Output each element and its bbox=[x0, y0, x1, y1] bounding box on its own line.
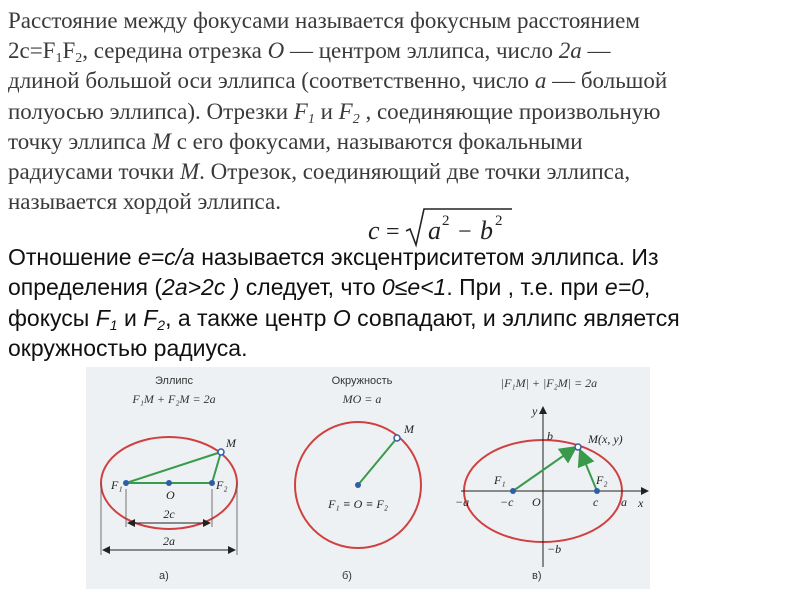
point-m bbox=[575, 444, 581, 450]
label-center: F₁ ≡ O ≡ F₂ bbox=[328, 497, 388, 511]
text: F bbox=[62, 38, 76, 64]
label-f1: F₁ bbox=[494, 473, 506, 487]
focal-radius-f1 bbox=[126, 452, 221, 483]
text-line bbox=[8, 272, 798, 302]
text: длиной большой оси эллипса (соответственно, число bbox=[8, 68, 535, 94]
text: , а также центр bbox=[165, 304, 333, 331]
variable: e=0 bbox=[604, 274, 644, 301]
text: точку эллипса bbox=[8, 128, 152, 154]
variable: F bbox=[293, 98, 308, 124]
panel-b-title: Окружность bbox=[331, 375, 393, 387]
variable: F bbox=[95, 304, 110, 331]
formula-a: a bbox=[428, 216, 441, 245]
focus-f2-point bbox=[594, 488, 600, 494]
text-line bbox=[8, 157, 798, 187]
focus-f2-point bbox=[209, 480, 215, 486]
panel-a bbox=[101, 375, 237, 582]
text: — большой bbox=[546, 68, 668, 94]
text: , соединяющие произвольную bbox=[359, 98, 661, 124]
figure-svg bbox=[86, 367, 650, 589]
text: радиусами точки bbox=[8, 159, 180, 185]
subscript: 1 bbox=[307, 111, 315, 127]
panel-a-title: Эллипс bbox=[155, 375, 193, 387]
panel-c-caption: в) bbox=[532, 570, 542, 582]
label-o: O bbox=[532, 495, 541, 509]
radius-segment bbox=[358, 438, 397, 485]
subscript: 2 bbox=[157, 316, 166, 333]
text-line bbox=[8, 127, 798, 157]
variable: M bbox=[179, 159, 200, 185]
panel-b-equation: MO = a bbox=[342, 392, 382, 406]
label-c: c bbox=[593, 495, 599, 509]
variable: 2a bbox=[558, 38, 582, 64]
focal-radius-f2 bbox=[580, 450, 597, 491]
label-m: M(x, y) bbox=[588, 432, 623, 446]
formula-b: b bbox=[480, 216, 493, 245]
label-f2: F₂ bbox=[596, 473, 608, 487]
formula-c: c bbox=[368, 216, 380, 245]
formula-b-exp: 2 bbox=[495, 213, 503, 229]
definition-paragraph bbox=[8, 6, 798, 217]
formula-a-exp: 2 bbox=[442, 213, 450, 229]
formula-equals: = bbox=[386, 219, 400, 245]
text: с его фокусами, называются фокальными bbox=[170, 128, 583, 154]
text: , bbox=[643, 274, 651, 301]
label-neg-c: −c bbox=[500, 495, 514, 509]
variable: e=c/a bbox=[137, 244, 195, 270]
label-m: M bbox=[404, 422, 414, 436]
panel-a-caption: а) bbox=[159, 570, 169, 582]
variable: F bbox=[143, 304, 158, 331]
text: Отношение bbox=[8, 244, 138, 270]
label-o: O bbox=[166, 488, 175, 502]
center-point bbox=[355, 482, 361, 488]
formula-minus: − bbox=[458, 219, 472, 245]
text: называется эксцентриситетом эллипса. Из bbox=[194, 244, 659, 270]
focus-f1-point bbox=[123, 480, 129, 486]
label-x: x bbox=[638, 496, 644, 510]
text-line bbox=[8, 97, 798, 127]
subscript: 2 bbox=[75, 51, 83, 67]
text: полуосью эллипса). Отрезки bbox=[8, 98, 294, 124]
text-line bbox=[8, 333, 798, 363]
text: Расстояние между фокусами называется фокусным расстоянием bbox=[8, 8, 640, 33]
label-y: y bbox=[532, 404, 538, 418]
label-b: b bbox=[547, 429, 553, 443]
text-line bbox=[8, 36, 798, 66]
panel-c bbox=[455, 376, 648, 582]
ellipse-figure bbox=[86, 367, 650, 589]
text: называется хордой эллипса. bbox=[8, 189, 281, 215]
text: . Отрезок, соединяющий две точки эллипса, bbox=[199, 159, 631, 185]
variable: a bbox=[534, 68, 547, 94]
center-point bbox=[166, 480, 172, 486]
text: . При , т.е. при bbox=[446, 274, 605, 301]
variable: F bbox=[338, 98, 353, 124]
focal-radius-f1 bbox=[513, 447, 576, 491]
text: фокусы bbox=[8, 304, 96, 331]
text: совпадают, и эллипс является bbox=[350, 304, 680, 331]
eccentricity-paragraph bbox=[8, 242, 798, 363]
focus-f1-point bbox=[510, 488, 516, 494]
label-a: a bbox=[621, 495, 627, 509]
variable: 0≤e<1 bbox=[381, 274, 447, 301]
variable: M bbox=[151, 128, 171, 154]
text: — bbox=[581, 38, 611, 64]
text-line bbox=[8, 66, 798, 96]
label-2a: 2a bbox=[163, 534, 175, 548]
subscript: 1 bbox=[109, 316, 118, 333]
subscript: 1 bbox=[55, 51, 63, 67]
label-2c: 2c bbox=[163, 507, 175, 521]
point-m bbox=[218, 449, 224, 455]
point-m bbox=[394, 435, 400, 441]
panel-c-equation: |F₁M| + |F₂M| = 2a bbox=[500, 376, 598, 390]
text: определения ( bbox=[8, 274, 163, 301]
panel-b-caption: б) bbox=[342, 570, 352, 582]
text: и bbox=[314, 98, 339, 124]
text: окружностью радиуса. bbox=[8, 334, 248, 361]
label-neg-b: −b bbox=[547, 542, 562, 556]
label-f2: F₂ bbox=[216, 478, 228, 492]
text: 2c=F bbox=[8, 38, 56, 64]
subscript: 2 bbox=[352, 111, 360, 127]
text: — центром эллипса, число bbox=[284, 38, 559, 64]
text: и bbox=[117, 304, 144, 331]
panel-b bbox=[295, 375, 421, 582]
variable: 2a>2c ) bbox=[162, 274, 240, 301]
text: следует, что bbox=[239, 274, 382, 301]
variable: O bbox=[267, 38, 285, 64]
panel-a-equation: F₁M + F₂M = 2a bbox=[132, 392, 216, 406]
label-m: M bbox=[226, 436, 236, 450]
text-line bbox=[8, 303, 798, 333]
text: , середина отрезка bbox=[82, 38, 268, 64]
text-line bbox=[8, 242, 798, 272]
variable: O bbox=[332, 304, 351, 331]
label-neg-a: −a bbox=[455, 495, 470, 509]
label-f1: F₁ bbox=[111, 478, 123, 492]
text-line bbox=[8, 6, 798, 36]
